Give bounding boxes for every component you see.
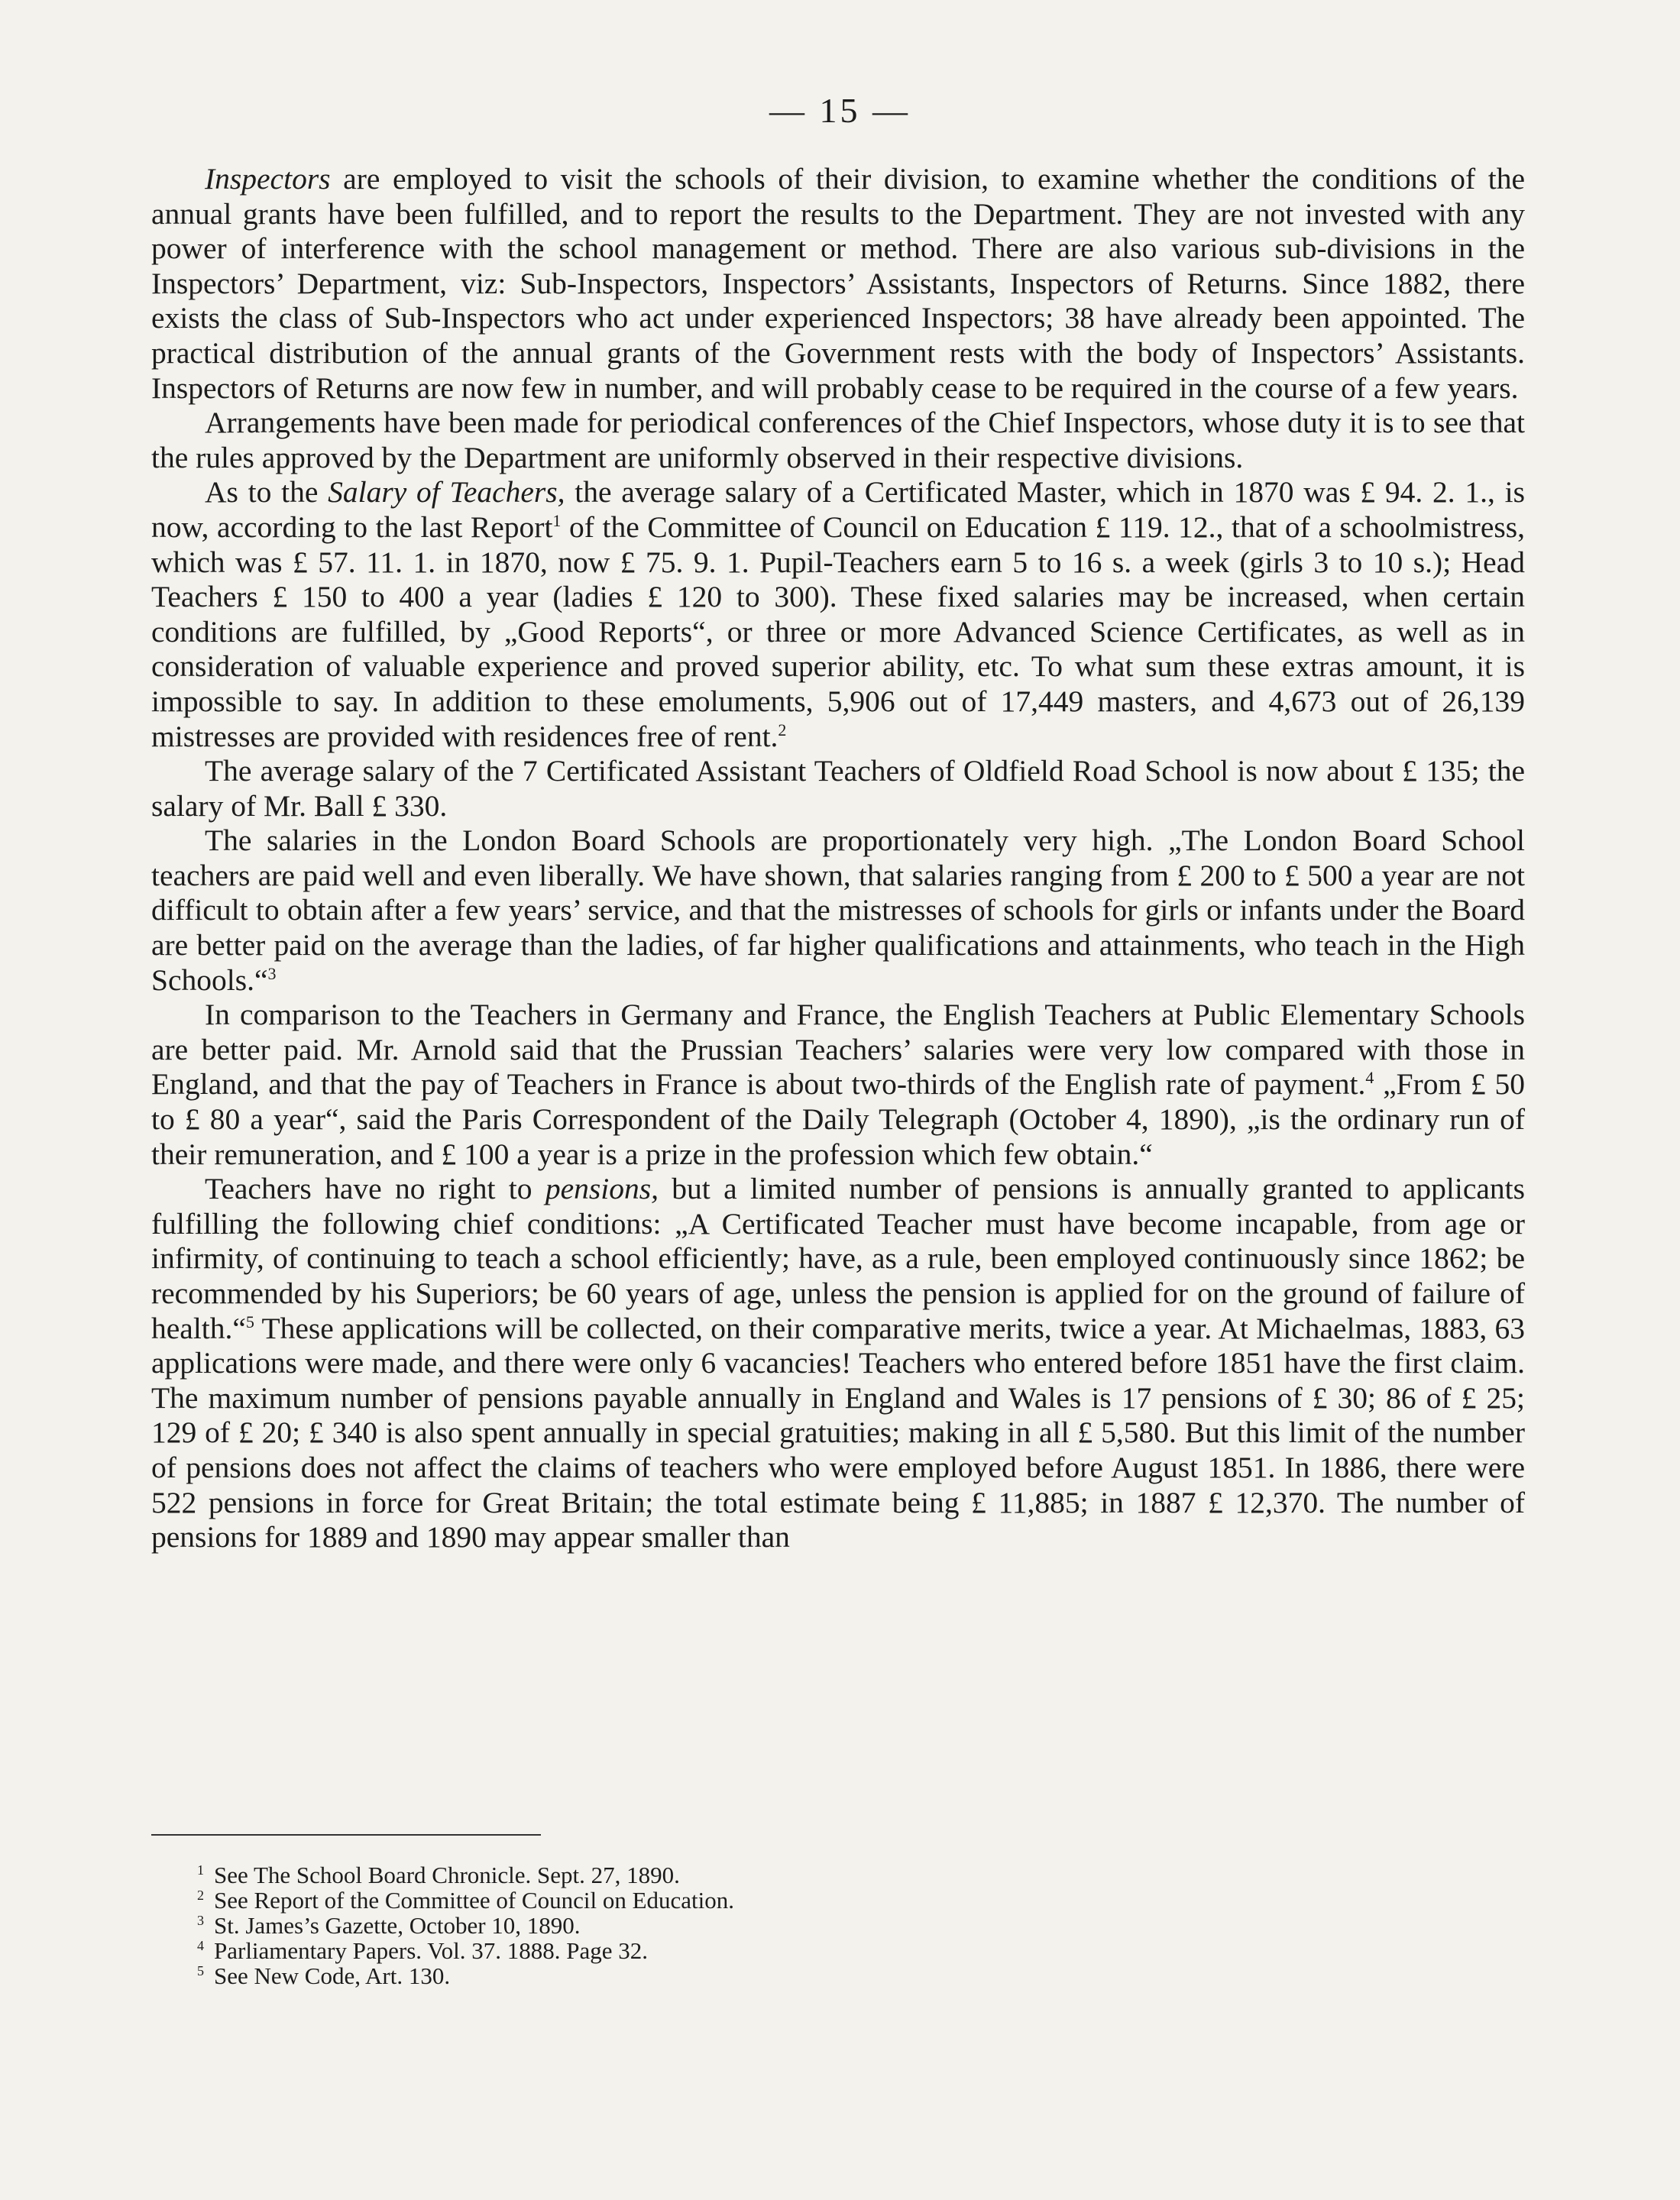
paragraph (151, 998, 1525, 1172)
paragraph (151, 823, 1525, 998)
footnotes (197, 1862, 1343, 1988)
footnote-text: Parliamentary Papers. Vol. 37. 1888. Page 32. (214, 1937, 648, 1964)
footnote: 3 St. James’s Gazette, October 10, 1890. (197, 1912, 581, 1939)
paragraph-text: Teachers have no right to (205, 1172, 545, 1206)
footnote-text: See New Code, Art. 130. (214, 1962, 451, 1989)
paragraph (151, 1172, 1525, 1555)
footnote-rule (151, 1834, 541, 1836)
emphasis-text: Inspectors (205, 162, 331, 196)
paragraph-text: The average salary of the 7 Certificated Assistant Teachers of Oldfield Road School is now about £ 135; the salary of Mr. Ball £ 330. (151, 754, 1525, 823)
paragraph-text: These applications will be collected, on their comparative merits, twice a year. At Michaelmas, 1883, 63 applications were made, and there were only 6 vacancies! Teachers who entered before 1851 have the first claim. The maximum number of pensions payable annually in England and Wales is 17 pensions of £ 30; 86 of £ 25; 129 of £ 20; £ 340 is also spent annually in special gratuities; making in all £ 5,580. But this limit of the number of pensions does not affect the claims of teachers who were employed before August 1851. In 1886, there were 522 pensions in force for Great Britain; the total estimate being £ 11,885; in 1887 £ 12,370. The number of pensions for 1889 and 1890 may appear smaller than (151, 1311, 1525, 1555)
footnote-reference: 1 (552, 510, 562, 530)
footnote-reference: 5 (245, 1312, 254, 1331)
body-text (151, 162, 1525, 1555)
paragraph-text: „From £ 50 to £ 80 a year“, said the Paris Correspondent of the Daily Telegraph (October 4, 1890), „is the ordinary run of their remuneration, and £ 100 a year is a prize in the profession which few obtain.“ (151, 1067, 1525, 1171)
paragraph-text: the average salary of a Certificated Master, which in 1870 was £ 94. 2. 1., is now, according to the last Report (151, 475, 1525, 544)
footnote: 5 See New Code, Art. 130. (197, 1962, 451, 1989)
footnote-reference: 4 (1365, 1068, 1374, 1088)
footnote: 4 Parliamentary Papers. Vol. 37. 1888. Page 32. (197, 1937, 648, 1964)
page-number: — 15 — (769, 91, 911, 130)
footnote-reference: 3 (267, 963, 277, 983)
paragraph (151, 162, 1525, 406)
footnote-reference: 2 (778, 720, 787, 739)
footnote-text: See Report of the Committee of Council on Education. (214, 1887, 735, 1914)
paragraph-text: As to the (205, 475, 329, 510)
footnote: 1 See The School Board Chronicle. Sept. 27, 1890. (197, 1862, 680, 1888)
paragraph (151, 475, 1525, 754)
paragraph-text: but a limited number of pensions is annually granted to applicants fulfilling the following chief conditions: „A Certificated Teacher must have become incapable, from age or infirmity, of continuing to teach a school efficiently; have, as a rule, been employed continuously since 1862; be recommended by his Superiors; be 60 years of age, unless the pension is applied for on the ground of failure of health.“ (151, 1172, 1525, 1345)
paragraph-text: of the Committee of Council on Education £ 119. 12., that of a schoolmistress, which was £ 57. 11. 1. in 1870, now £ 75. 9. 1. Pupil-Teachers earn 5 to 16 s. a week (girls 3 to 10 s.); Head Teachers £ 150 to 400 a year (ladies £ 120 to 300). These fixed salaries may be increased, when certain conditions are fulfilled, by „Good Reports“, or three or more Advanced Science Certificates, as well as in consideration of valuable experience and proved superior ability, etc. To what sum these extras amount, it is impossible to say. In addition to these emoluments, 5,906 out of 17,449 masters, and 4,673 out of 26,139 mistresses are provided with residences free of rent. (151, 510, 1525, 753)
paragraph (151, 406, 1525, 475)
emphasis-text: Salary of Teachers, (328, 475, 565, 510)
paragraph-text: The salaries in the London Board Schools are proportionately very high. „The London Board School teachers are paid well and even liberally. We have shown, that salaries ranging from £ 200 to £ 500 a year are not difficult to obtain after a few years’ service, and that the mistresses of schools for girls or infants under the Board are better paid on the average than the ladies, of far higher qualifications and attainments, who teach in the High Schools.“ (151, 823, 1525, 997)
footnote-text: St. James’s Gazette, October 10, 1890. (214, 1912, 581, 1939)
paragraph-text: are employed to visit the schools of their division, to examine whether the conditions of the annual grants have been fulfilled, and to report the results to the Department. They are not invested with any power of interference with the school management or method. There are also various sub-divisions in the Inspectors’ Department, viz: Sub-Inspectors, Inspectors’ Assistants, Inspectors of Returns. Since 1882, there exists the class of Sub-Inspectors who act under experienced Inspectors; 38 have already been appointed. The practical distribution of the annual grants of the Government rests with the body of Inspectors’ Assistants. Inspectors of Returns are now few in number, and will probably cease to be required in the course of a few years. (151, 162, 1525, 405)
paragraph-text: Arrangements have been made for periodical conferences of the Chief Inspectors, whose duty it is to see that the rules approved by the Department are uniformly observed in their respective divisions. (151, 406, 1525, 474)
emphasis-text: pensions, (545, 1172, 659, 1206)
footnote: 2 See Report of the Committee of Council on Education. (197, 1887, 735, 1914)
paragraph-text: In comparison to the Teachers in Germany and France, the English Teachers at Public Elementary Schools are better paid. Mr. Arnold said that the Prussian Teachers’ salaries were very low compared with those in England, and that the pay of Teachers in France is about two-thirds of the English rate of payment. (151, 998, 1525, 1102)
paragraph (151, 754, 1525, 823)
footnote-text: See The School Board Chronicle. Sept. 27, 1890. (214, 1862, 680, 1888)
